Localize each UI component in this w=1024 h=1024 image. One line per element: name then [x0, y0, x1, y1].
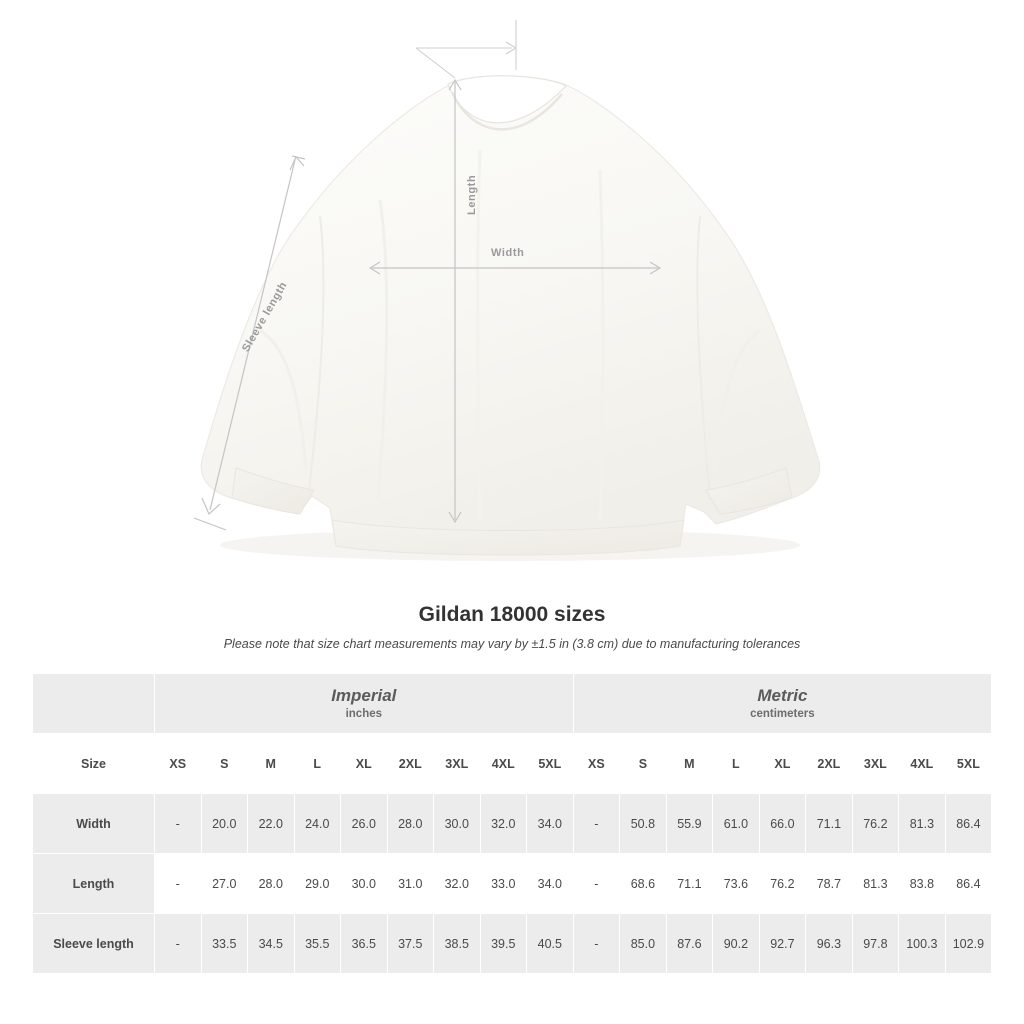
tolerance-note: Please note that size chart measurements may vary by ±1.5 in (3.8 cm) due to manufacturing tolerances — [223, 637, 801, 651]
cell-width-imperial-xl: 26.0 — [341, 794, 388, 854]
width-dimension-label: Width — [491, 247, 525, 259]
cell-sleeve-length-imperial-4xl: 39.5 — [480, 914, 527, 974]
cell-length-imperial-4xl: 33.0 — [480, 854, 527, 914]
cell-length-imperial-m: 28.0 — [248, 854, 295, 914]
cell-width-imperial-xs: - — [155, 794, 202, 854]
table-row — [33, 854, 992, 914]
size-header-metric-5xl: 5XL — [945, 734, 992, 794]
row-header-width: Width — [33, 794, 155, 854]
unit-header-row — [33, 674, 992, 734]
cell-length-metric-xl: 76.2 — [759, 854, 806, 914]
size-header-metric-3xl: 3XL — [852, 734, 899, 794]
size-header-imperial-m: M — [248, 734, 295, 794]
cell-length-metric-5xl: 86.4 — [945, 854, 992, 914]
cell-width-metric-5xl: 86.4 — [945, 794, 992, 854]
cell-length-metric-s: 68.6 — [620, 854, 667, 914]
size-table-wrap — [32, 673, 992, 974]
cell-length-imperial-2xl: 31.0 — [387, 854, 434, 914]
size-header-imperial-l: L — [294, 734, 341, 794]
imperial-unit-header-name: Imperial — [331, 686, 397, 706]
size-header-imperial-s: S — [201, 734, 248, 794]
cell-width-metric-xs: - — [573, 794, 620, 854]
metric-unit-header-name: Metric — [757, 686, 808, 706]
cell-length-metric-2xl: 78.7 — [806, 854, 853, 914]
table-row — [33, 914, 992, 974]
cell-sleeve-length-metric-xs: - — [573, 914, 620, 974]
size-header-metric-4xl: 4XL — [899, 734, 946, 794]
cell-width-metric-4xl: 81.3 — [899, 794, 946, 854]
size-header-imperial-xs: XS — [155, 734, 202, 794]
cell-sleeve-length-metric-m: 87.6 — [666, 914, 713, 974]
imperial-unit-header-sub: inches — [345, 707, 383, 720]
cell-length-metric-l: 73.6 — [713, 854, 760, 914]
cell-length-imperial-xs: - — [155, 854, 202, 914]
size-table — [32, 673, 992, 974]
size-header-metric-xl: XL — [759, 734, 806, 794]
cell-length-metric-4xl: 83.8 — [899, 854, 946, 914]
title-block — [0, 603, 1024, 651]
cell-sleeve-length-imperial-s: 33.5 — [201, 914, 248, 974]
row-header-sleeve-length: Sleeve length — [33, 914, 155, 974]
cell-sleeve-length-metric-5xl: 102.9 — [945, 914, 992, 974]
cell-width-imperial-m: 22.0 — [248, 794, 295, 854]
cell-length-metric-xs: - — [573, 854, 620, 914]
cell-sleeve-length-imperial-xl: 36.5 — [341, 914, 388, 974]
cell-sleeve-length-imperial-5xl: 40.5 — [527, 914, 574, 974]
page-title: Gildan 18000 sizes — [418, 603, 606, 626]
cell-width-metric-3xl: 76.2 — [852, 794, 899, 854]
row-header-length: Length — [33, 854, 155, 914]
cell-width-imperial-5xl: 34.0 — [527, 794, 574, 854]
size-header-imperial-2xl: 2XL — [387, 734, 434, 794]
cell-sleeve-length-metric-l: 90.2 — [713, 914, 760, 974]
size-header-imperial-xl: XL — [341, 734, 388, 794]
cell-sleeve-length-imperial-l: 35.5 — [294, 914, 341, 974]
cell-width-imperial-3xl: 30.0 — [434, 794, 481, 854]
size-header-metric-m: M — [666, 734, 713, 794]
cell-sleeve-length-imperial-3xl: 38.5 — [434, 914, 481, 974]
cell-length-imperial-5xl: 34.0 — [527, 854, 574, 914]
cell-width-imperial-l: 24.0 — [294, 794, 341, 854]
size-header-metric-xs: XS — [573, 734, 620, 794]
size-label-header: Size — [33, 734, 155, 794]
size-header-metric-2xl: 2XL — [806, 734, 853, 794]
cell-width-imperial-4xl: 32.0 — [480, 794, 527, 854]
cell-width-imperial-2xl: 28.0 — [387, 794, 434, 854]
cell-length-imperial-3xl: 32.0 — [434, 854, 481, 914]
cell-length-imperial-s: 27.0 — [201, 854, 248, 914]
cell-sleeve-length-metric-xl: 92.7 — [759, 914, 806, 974]
metric-unit-header — [573, 674, 992, 734]
cell-width-imperial-s: 20.0 — [201, 794, 248, 854]
cell-sleeve-length-imperial-m: 34.5 — [248, 914, 295, 974]
cell-sleeve-length-metric-4xl: 100.3 — [899, 914, 946, 974]
cell-sleeve-length-imperial-xs: - — [155, 914, 202, 974]
cell-length-metric-3xl: 81.3 — [852, 854, 899, 914]
cell-sleeve-length-metric-s: 85.0 — [620, 914, 667, 974]
table-row — [33, 794, 992, 854]
size-header-metric-l: L — [713, 734, 760, 794]
cell-sleeve-length-metric-2xl: 96.3 — [806, 914, 853, 974]
cell-sleeve-length-metric-3xl: 97.8 — [852, 914, 899, 974]
size-header-row — [33, 734, 992, 794]
size-header-imperial-5xl: 5XL — [527, 734, 574, 794]
cell-width-metric-s: 50.8 — [620, 794, 667, 854]
cell-length-imperial-xl: 30.0 — [341, 854, 388, 914]
cell-length-imperial-l: 29.0 — [294, 854, 341, 914]
cell-width-metric-l: 61.0 — [713, 794, 760, 854]
cell-length-metric-m: 71.1 — [666, 854, 713, 914]
cell-sleeve-length-imperial-2xl: 37.5 — [387, 914, 434, 974]
size-header-imperial-4xl: 4XL — [480, 734, 527, 794]
metric-unit-header-sub: centimeters — [750, 707, 815, 720]
cell-width-metric-m: 55.9 — [666, 794, 713, 854]
length-dimension-label: Length — [466, 174, 478, 215]
sleeve-length-dimension-label: Sleeve length — [240, 279, 290, 354]
cell-width-metric-2xl: 71.1 — [806, 794, 853, 854]
size-header-metric-s: S — [620, 734, 667, 794]
cell-width-metric-xl: 66.0 — [759, 794, 806, 854]
imperial-unit-header — [155, 674, 574, 734]
size-header-imperial-3xl: 3XL — [434, 734, 481, 794]
table-corner-cell — [33, 674, 155, 734]
